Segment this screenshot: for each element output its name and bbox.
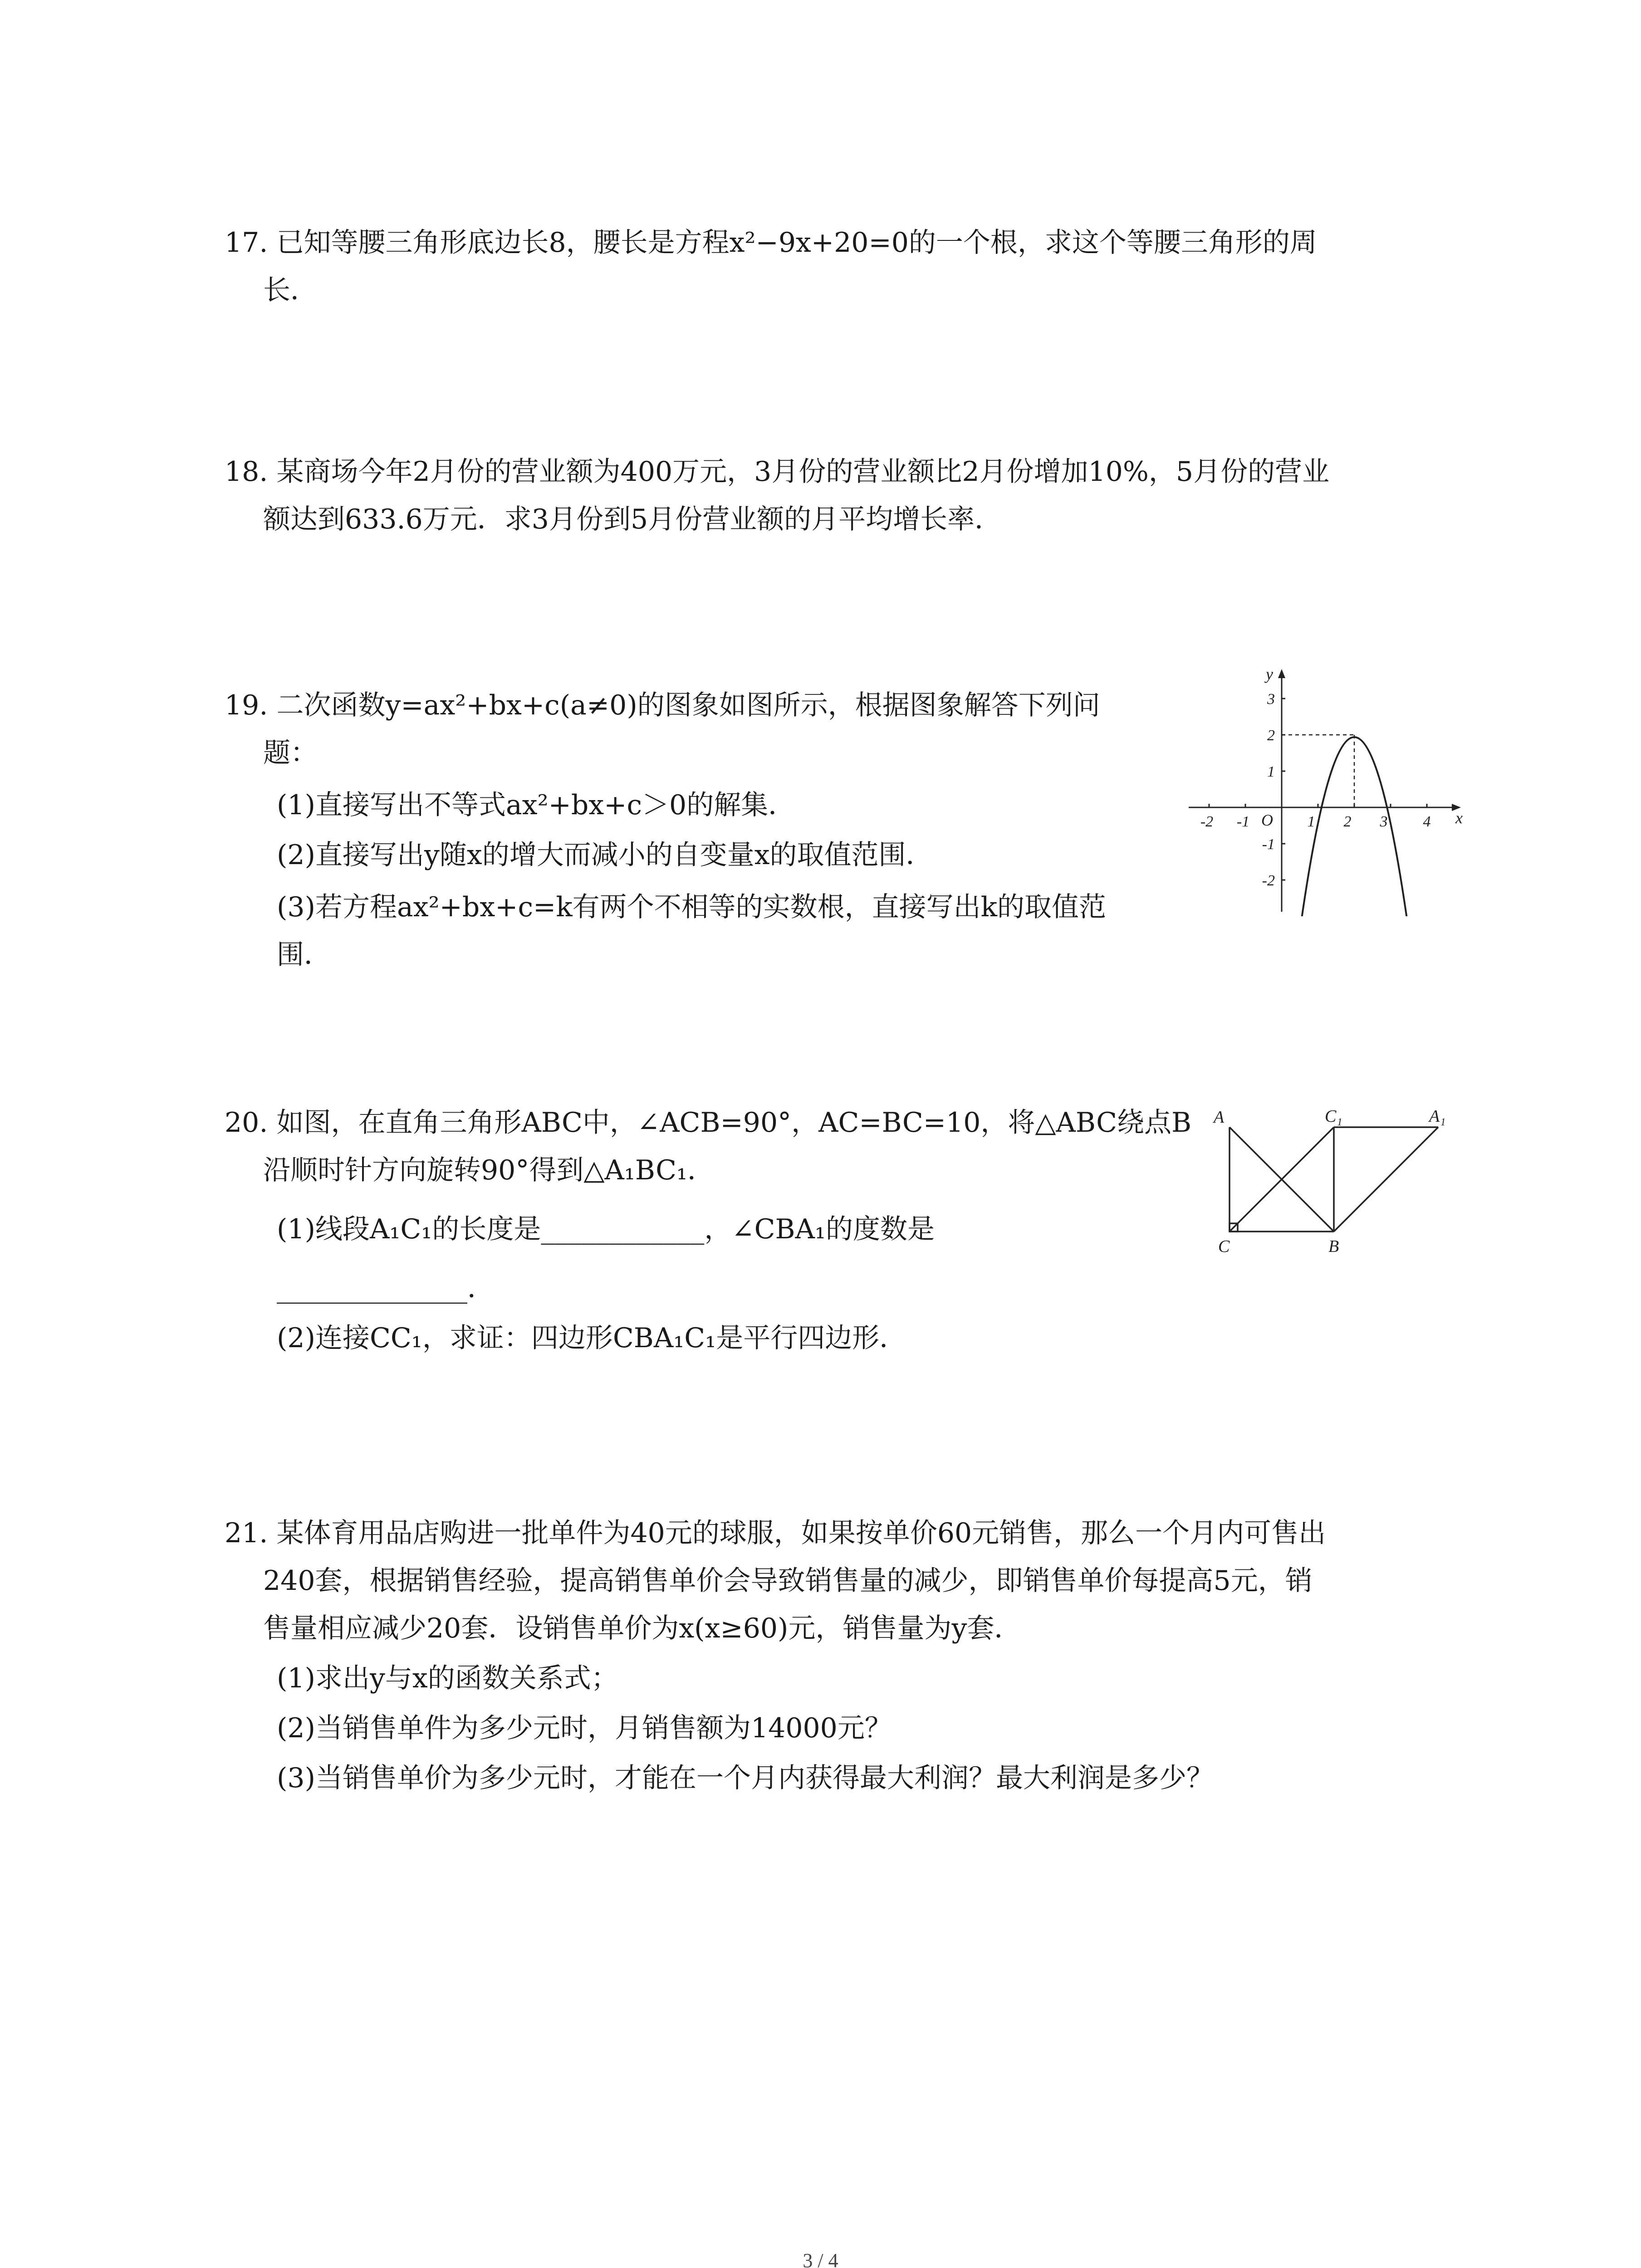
problem-20-part-1: (1)线段A₁C₁的长度是____________，∠CBA₁的度数是	[277, 1213, 935, 1245]
y-tick-label: 1	[1267, 763, 1275, 780]
problem-18-line-1: 18. 某商场今年2月份的营业额为400万元，3月份的营业额比2月份增加10%，5月份的营业	[225, 456, 1330, 488]
label-C1: C₁	[1325, 1107, 1342, 1126]
x-tick-label: 1	[1307, 813, 1315, 830]
problem-17-line-2: 长．	[263, 274, 318, 306]
label-A1: A₁	[1429, 1107, 1446, 1126]
label-A: A	[1214, 1108, 1225, 1127]
problem-21-part-1: (1)求出y与x的函数关系式；	[277, 1662, 618, 1694]
problem-19-part-2: (2)直接写出y随x的增大而减小的自变量x的取值范围．	[277, 839, 933, 871]
x-tick-label: -1	[1236, 813, 1250, 830]
problem-19-part-3: (3)若方程ax²+bx+c=k有两个不相等的实数根，直接写出k的取值范	[277, 891, 1107, 923]
y-axis-label: y	[1266, 665, 1273, 683]
y-axis-arrow	[1278, 669, 1285, 678]
problem-21-line-3: 售量相应减少20套．设销售单价为x(x≥60)元，销售量为y套．	[263, 1613, 1022, 1644]
parabola-graph	[1184, 662, 1470, 916]
label-C: C	[1218, 1237, 1230, 1256]
problem-21-line-1: 21. 某体育用品店购进一批单件为40元的球服，如果按单价60元销售，那么一个月内可售出	[225, 1517, 1326, 1549]
x-tick-label: 4	[1423, 813, 1431, 830]
y-tick-label: -2	[1262, 872, 1275, 889]
y-tick-label: -1	[1262, 836, 1275, 853]
problem-19-part-1: (1)直接写出不等式ax²+bx+c＞0的解集．	[277, 789, 796, 821]
x-tick-label: 2	[1343, 813, 1352, 830]
label-B: B	[1328, 1237, 1339, 1256]
y-tick-label: 3	[1267, 691, 1275, 708]
problem-17-line-1: 17. 已知等腰三角形底边长8，腰长是方程x²−9x+20=0的一个根，求这个等腰三角形的周	[225, 227, 1317, 259]
problem-19-part-3-cont: 围．	[277, 939, 331, 971]
y-tick-label: 2	[1267, 727, 1275, 744]
x-tick-label: -2	[1200, 813, 1214, 830]
problem-20-part-2: (2)连接CC₁，求证：四边形CBA₁C₁是平行四边形．	[277, 1322, 907, 1354]
x-axis-label: x	[1455, 809, 1463, 827]
origin-label: O	[1261, 811, 1273, 829]
segment-BA1	[1334, 1127, 1438, 1232]
problem-20-line-2: 沿顺时针方向旋转90°得到△A₁BC₁．	[263, 1154, 715, 1186]
rotation-figure	[1211, 1100, 1465, 1263]
problem-21-part-3: (3)当销售单价为多少元时，才能在一个月内获得最大利润？最大利润是多少？	[277, 1762, 1214, 1794]
page-number: 3 / 4	[803, 2249, 838, 2268]
problem-20-part-1-blank: ______________．	[277, 1272, 495, 1304]
problem-18-line-2: 额达到633.6万元．求3月份到5月份营业额的月平均增长率．	[263, 503, 1002, 535]
x-tick-label: 3	[1380, 813, 1388, 830]
problem-19-line-2: 题：	[263, 737, 318, 769]
problem-21-part-2: (2)当销售单件为多少元时，月销售额为14000元？	[277, 1712, 892, 1744]
problem-21-line-2: 240套，根据销售经验，提高销售单价会导致销售量的减少，即销售单价每提高5元，销	[263, 1565, 1313, 1597]
problem-20-line-1: 20. 如图，在直角三角形ABC中，∠ACB=90°，AC=BC=10，将△ABC绕点B	[225, 1107, 1192, 1139]
problem-19-line-1: 19. 二次函数y=ax²+bx+c(a≠0)的图象如图所示，根据图象解答下列问	[225, 689, 1100, 721]
